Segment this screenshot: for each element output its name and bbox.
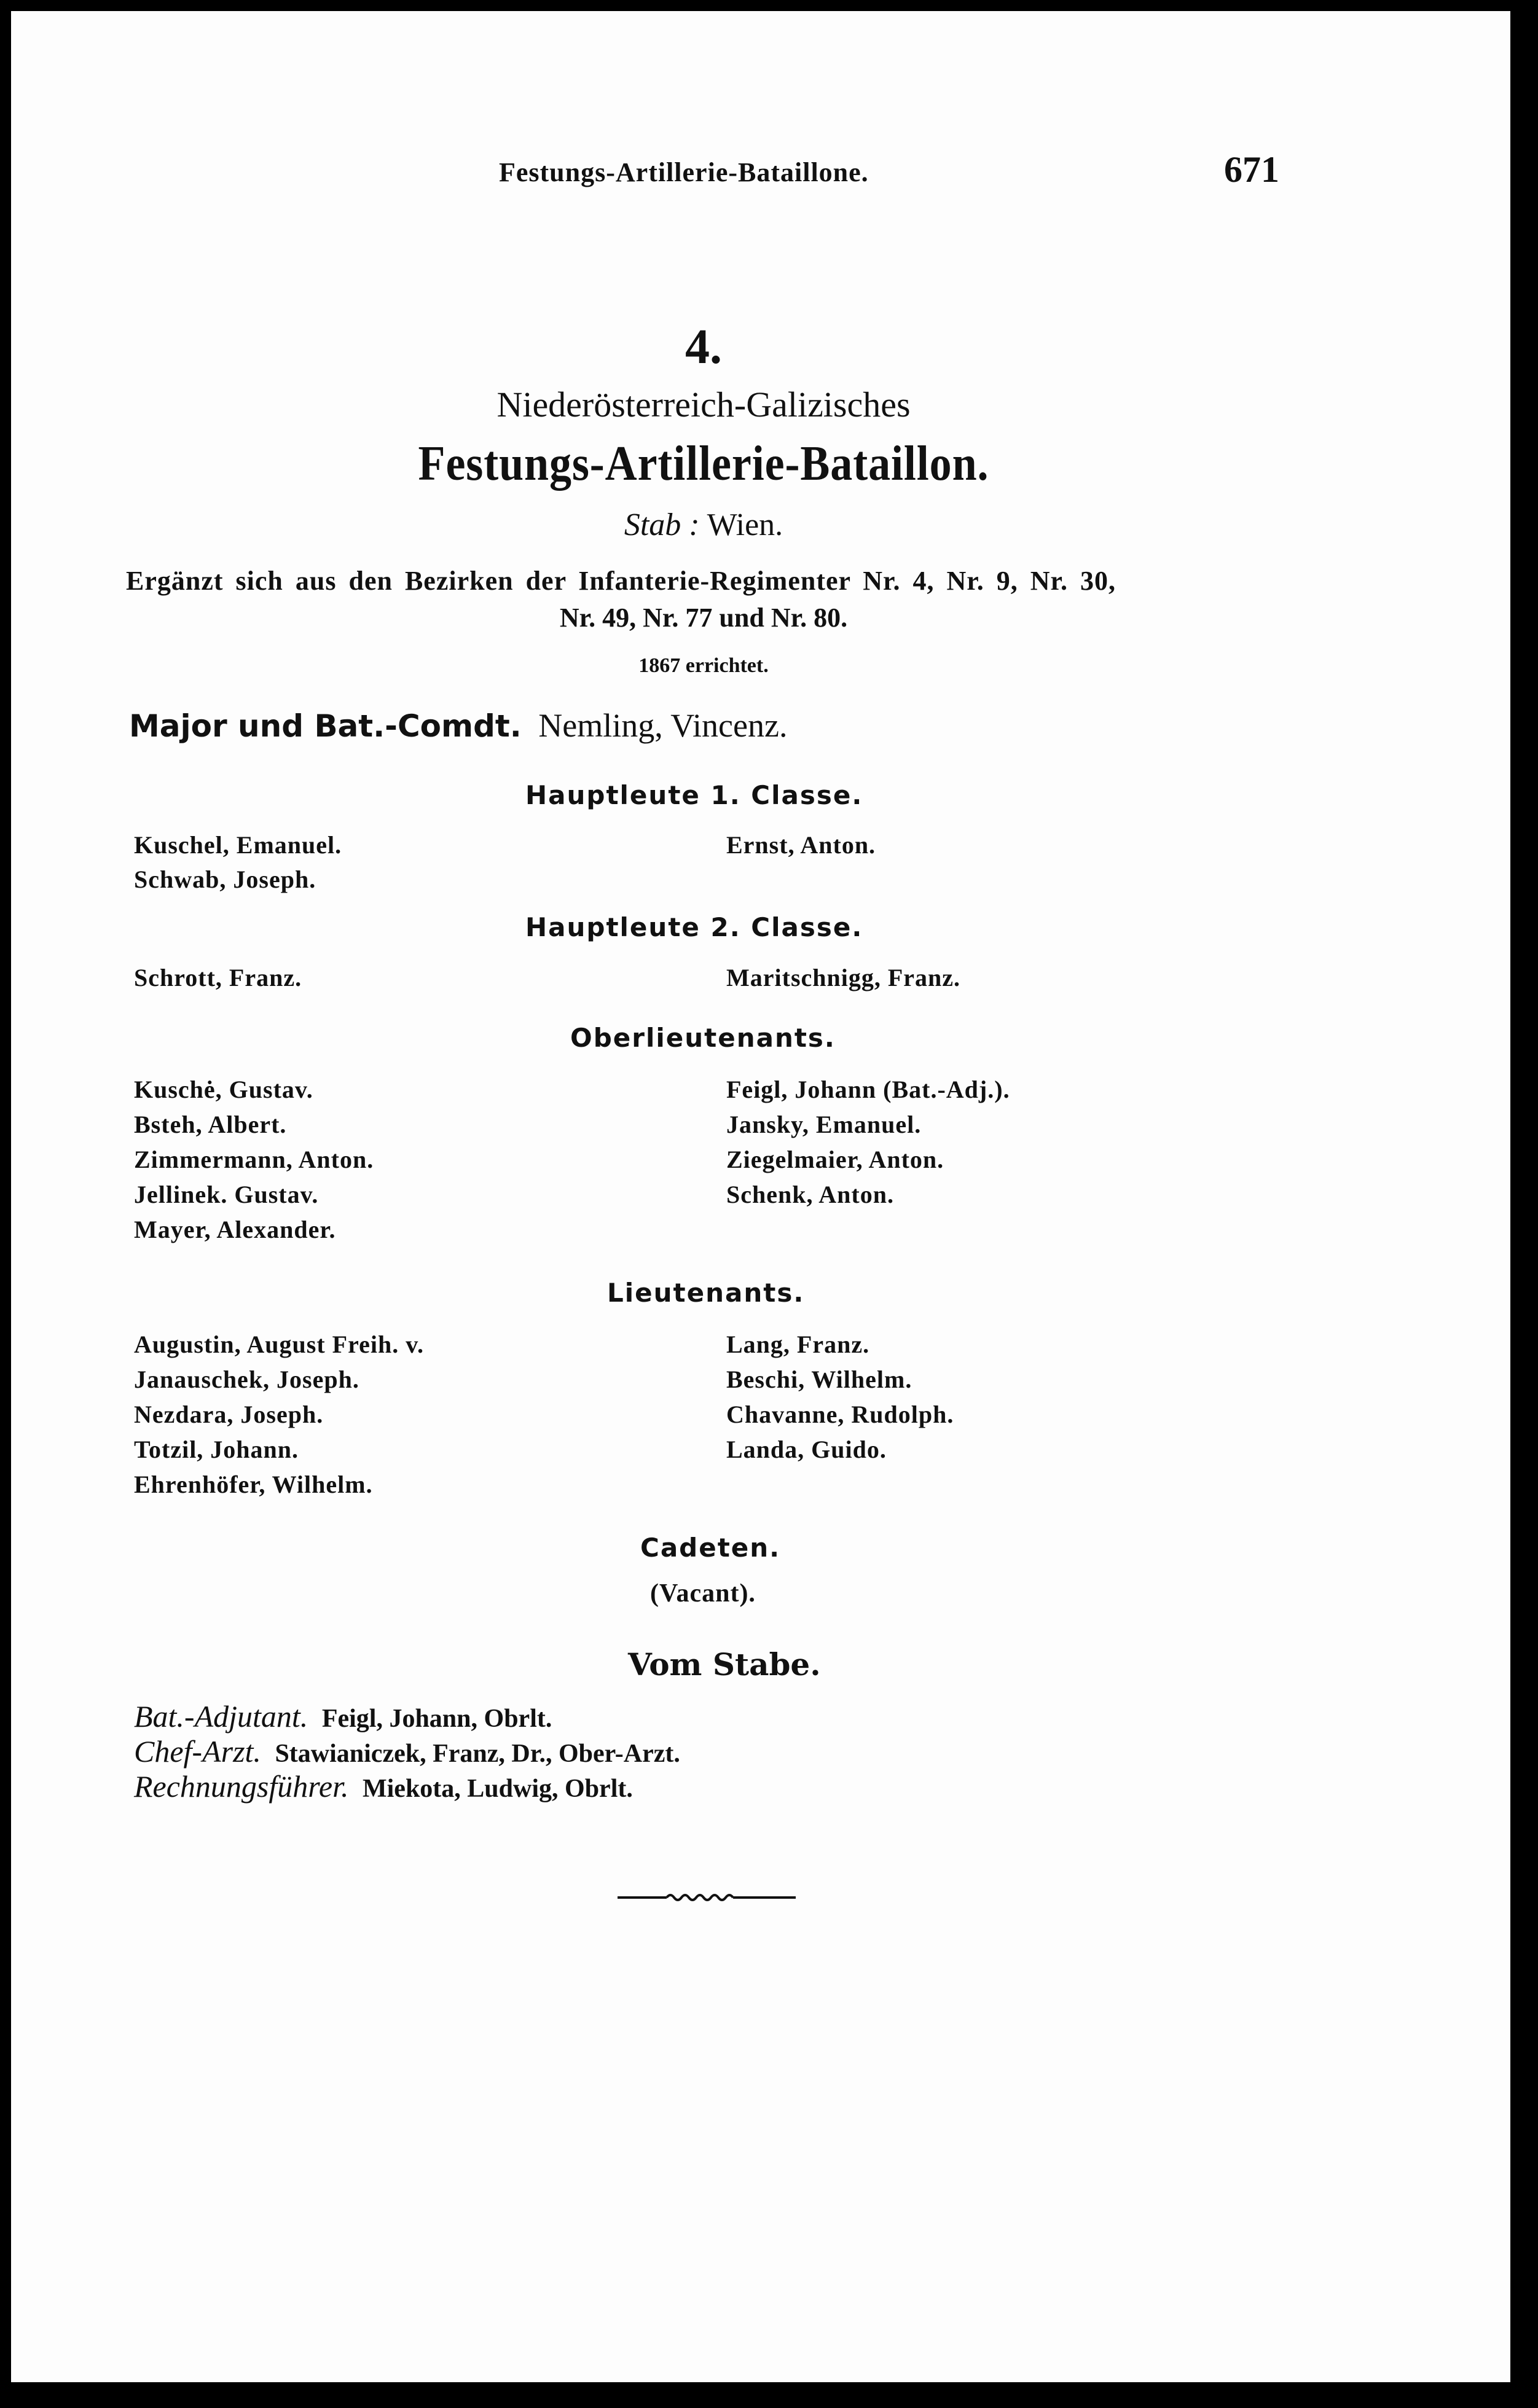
end-ornament <box>618 1890 796 1904</box>
stab-place: Wien. <box>707 507 783 542</box>
list-item: Lang, Franz. <box>726 1331 870 1358</box>
staff-role: Rechnungsführer. <box>134 1769 349 1804</box>
list-item: Augustin, August Freih. v. <box>134 1331 425 1358</box>
list-item: Ernst, Anton. <box>726 831 876 859</box>
commander-name: Nemling, Vincenz. <box>538 707 788 744</box>
staff-role: Bat.-Adjutant. <box>134 1699 308 1734</box>
staff-name: Miekota, Ludwig, Obrlt. <box>363 1775 633 1803</box>
heading-cadeten: Cadeten. <box>640 1533 781 1563</box>
section-number: 4. <box>685 320 722 374</box>
section-title: Festungs-Artillerie-Bataillon. <box>418 437 989 491</box>
running-title: Festungs-Artillerie-Bataillone. <box>499 157 869 187</box>
scan-border <box>402 2393 1538 2408</box>
heading-hauptleute-1: Hauptleute 1. Classe. <box>525 780 863 810</box>
list-item: Janauschek, Joseph. <box>134 1366 359 1393</box>
stab-label: Stab : <box>624 507 700 542</box>
list-item: Bsteh, Albert. <box>134 1111 287 1138</box>
list-item: Maritschnigg, Franz. <box>726 964 961 991</box>
staff-entry <box>134 1698 552 1734</box>
list-item: Beschi, Wilhelm. <box>726 1366 912 1393</box>
list-item: Ziegelmaier, Anton. <box>726 1146 944 1173</box>
page-number: 671 <box>1224 149 1279 190</box>
list-item: Kuschė, Gustav. <box>134 1076 313 1103</box>
list-item: Totzil, Johann. <box>134 1436 299 1463</box>
list-item: Nezdara, Joseph. <box>134 1401 324 1428</box>
heading-hauptleute-2: Hauptleute 2. Classe. <box>525 912 863 942</box>
section-subtitle: Niederösterreich-Galizisches <box>496 385 911 424</box>
founded-note: 1867 errichtet. <box>638 654 769 677</box>
staff-entry <box>134 1734 680 1769</box>
list-item: Mayer, Alexander. <box>134 1216 336 1243</box>
list-item: Jansky, Emanuel. <box>726 1111 922 1138</box>
list-item: Schenk, Anton. <box>726 1181 894 1208</box>
heading-oberlieutenants: Oberlieutenants. <box>570 1023 836 1053</box>
staff-role: Chef-Arzt. <box>134 1734 261 1769</box>
commander-line <box>129 706 787 745</box>
list-item: Feigl, Johann (Bat.-Adj.). <box>726 1076 1010 1103</box>
list-item: Landa, Guido. <box>726 1436 887 1463</box>
list-item: Schwab, Joseph. <box>134 866 316 893</box>
commander-rank: Major und Bat.-Comdt. <box>129 708 522 744</box>
staff-entry <box>134 1769 633 1804</box>
heading-lieutenants: Lieutenants. <box>607 1278 805 1308</box>
stab-line <box>0 507 1407 543</box>
staff-name: Feigl, Johann, Obrlt. <box>321 1705 552 1733</box>
cadeten-note: (Vacant). <box>650 1579 756 1608</box>
list-item: Zimmermann, Anton. <box>134 1146 374 1173</box>
heading-vom-stabe: Vom Stabe. <box>628 1646 821 1683</box>
list-item: Kuschel, Emanuel. <box>134 831 342 859</box>
list-item: Chavanne, Rudolph. <box>726 1401 954 1428</box>
list-item: Ehrenhöfer, Wilhelm. <box>134 1471 373 1498</box>
list-item: Schrott, Franz. <box>134 964 302 991</box>
recruitment-line-1: Ergänzt sich aus den Bezirken der Infanterie-Regimenter Nr. 4, Nr. 9, Nr. 30, <box>126 566 1116 596</box>
recruitment-line-2: Nr. 49, Nr. 77 und Nr. 80. <box>559 603 848 633</box>
list-item: Jellinek. Gustav. <box>134 1181 319 1208</box>
staff-name: Stawianiczek, Franz, Dr., Ober-Arzt. <box>275 1740 680 1768</box>
